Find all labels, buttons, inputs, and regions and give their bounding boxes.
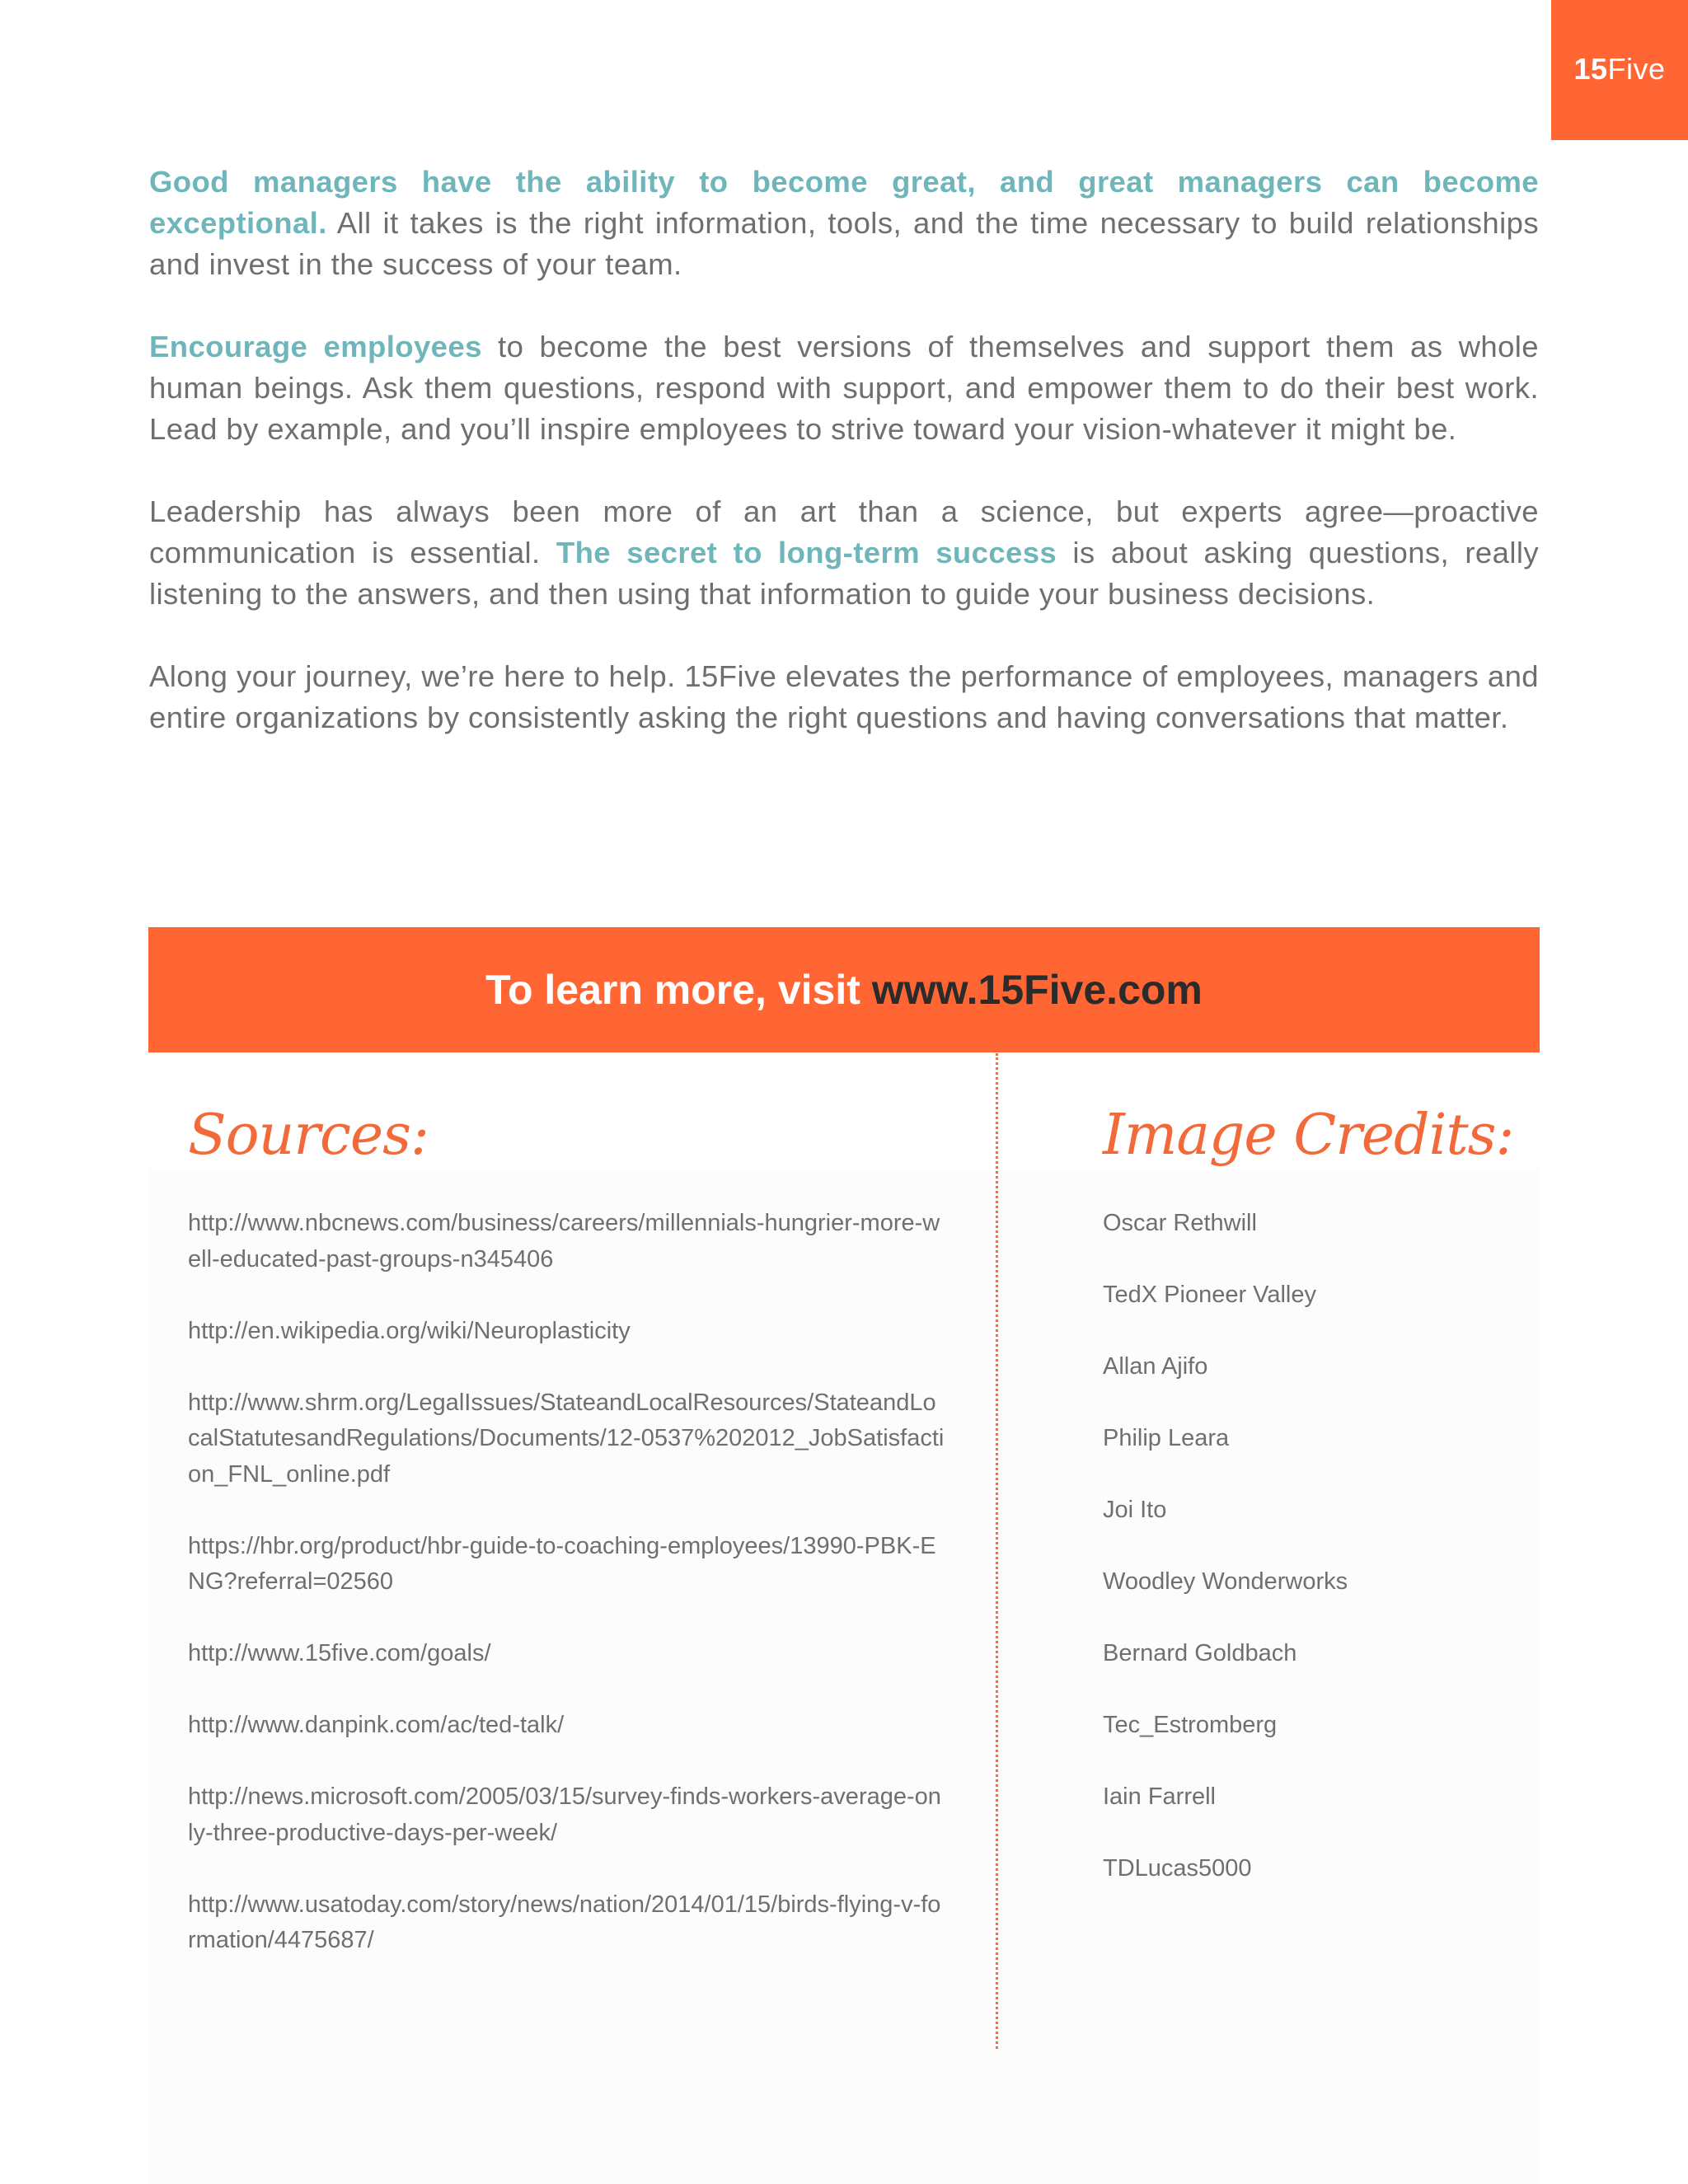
intro-highlight-3: The secret to long-term success	[556, 536, 1057, 569]
intro-highlight-2: Encourage employees	[149, 330, 482, 363]
image-credit-item: TedX Pioneer Valley	[1103, 1282, 1317, 1308]
image-credit-item: Joi Ito	[1103, 1497, 1167, 1523]
image-credit-item: TDLucas5000	[1103, 1855, 1252, 1882]
source-link[interactable]: http://en.wikipedia.org/wiki/Neuroplasticity	[188, 1317, 631, 1344]
image-credit-item: Bernard Goldbach	[1103, 1640, 1297, 1666]
cta-link[interactable]: www.15Five.com	[871, 967, 1203, 1013]
image-credit-item: Tec_Estromberg	[1103, 1712, 1278, 1738]
intro-section	[149, 162, 1539, 780]
image-credit-item: Oscar Rethwill	[1103, 1210, 1257, 1236]
image-credits-heading: Image Credits:	[1103, 1103, 1514, 1168]
column-divider	[996, 1053, 998, 2049]
intro-paragraph-2: Encourage employees to become the best versions of themselves and support them as whole human beings. Ask them questions, respond with support, and empower them to do their best work. Lead by example, and you’ll inspire employees to strive toward your vision-whatever it might be.	[149, 330, 1539, 446]
intro-paragraph-1: Good managers have the ability to become great, and great managers can become exceptional. All it takes is the right information, tools, and the time necessary to build relationships and invest in the success of your team.	[149, 165, 1539, 281]
image-credit-item: Iain Farrell	[1103, 1783, 1216, 1810]
source-link[interactable]: http://www.usatoday.com/story/news/nation/2014/01/15/birds-flying-v-formation/4475687/	[188, 1891, 941, 1953]
image-credits-list	[1103, 1206, 1498, 1923]
image-credit-item: Allan Ajifo	[1103, 1353, 1208, 1380]
brand-tab	[1551, 0, 1688, 140]
source-link[interactable]: http://www.nbcnews.com/business/careers/millennials-hungrier-more-well-educated-past-groups-n345406	[188, 1210, 940, 1272]
intro-highlight-1: Good managers have the ability to become great, and great managers can become exceptional.	[149, 165, 1539, 240]
image-credit-item: Philip Leara	[1103, 1425, 1230, 1451]
source-link[interactable]: http://news.microsoft.com/2005/03/15/survey-finds-workers-average-only-three-productive-days-per-week/	[188, 1783, 941, 1846]
source-link[interactable]: http://www.15five.com/goals/	[188, 1640, 491, 1666]
image-credit-item: Woodley Wonderworks	[1103, 1568, 1348, 1595]
sources-list	[188, 1206, 946, 1994]
source-link[interactable]: https://hbr.org/product/hbr-guide-to-coaching-employees/13990-PBK-ENG?referral=02560	[188, 1532, 936, 1595]
intro-paragraph-3: Leadership has always been more of an art than a science, but experts agree—proactive communication is essential. The secret to long-term success is about asking questions, really listening to the answers, and then using that information to guide your business decisions.	[149, 494, 1539, 611]
brand-logo: 15Five	[1573, 52, 1666, 86]
cta-text: To learn more, visit	[485, 967, 860, 1013]
source-link[interactable]: http://www.danpink.com/ac/ted-talk/	[188, 1712, 565, 1738]
sources-heading: Sources:	[188, 1103, 429, 1168]
source-link[interactable]: http://www.shrm.org/LegalIssues/StateandLocalResources/StateandLocalStatutesandRegulations/Documents/12-0537%202012_JobSatisfaction_FNL_online.pdf	[188, 1389, 945, 1488]
intro-paragraph-4: Along your journey, we’re here to help. 15Five elevates the performance of employees, managers and entire organizations by consistently asking the right questions and having conversations that matter.	[149, 659, 1539, 734]
cta-banner	[148, 927, 1540, 1052]
